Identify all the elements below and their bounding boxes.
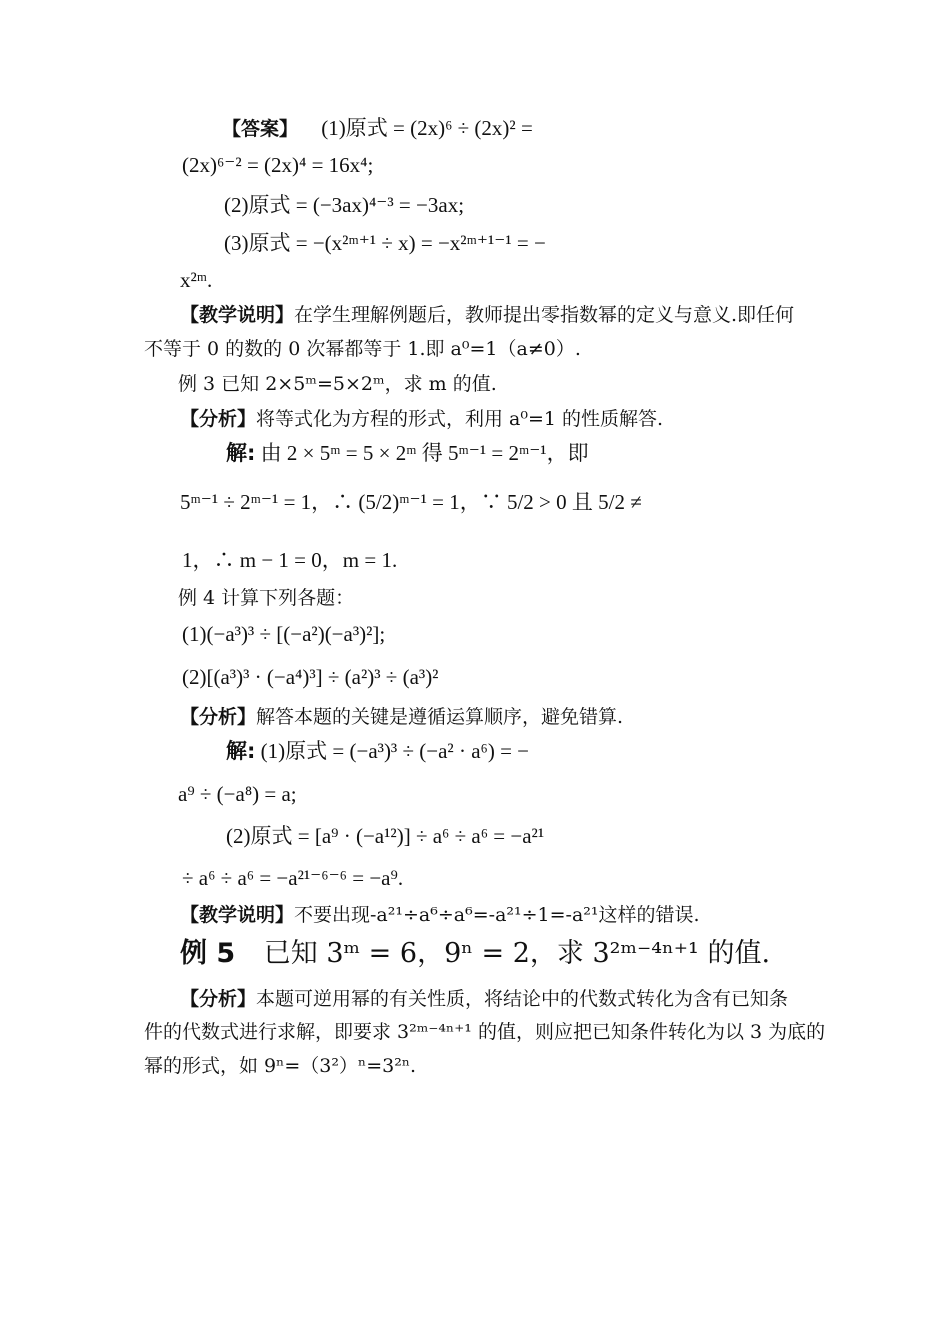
- example-3-solution-line-1: [226, 443, 589, 464]
- example-3-analysis: [180, 410, 663, 429]
- answer-line-5: x²ᵐ.: [180, 268, 213, 292]
- example-5-analysis-line-3: 幂的形式，如 9ⁿ=（3²）ⁿ=3²ⁿ.: [144, 1055, 417, 1077]
- example-5-text: 已知 3ᵐ = 6，9ⁿ = 2，求 3²ᵐ⁻⁴ⁿ⁺¹ 的值.: [263, 938, 771, 969]
- solution-label: 解:: [226, 441, 256, 465]
- analysis-text: 本题可逆用幂的有关性质，将结论中的代数式转化为含有已知条: [256, 988, 789, 1010]
- example-5-label: 例 5: [180, 938, 236, 969]
- example-5-analysis-line-2: 件的代数式进行求解，即要求 3²ᵐ⁻⁴ⁿ⁺¹ 的值，则应把已知条件转化为以 3 为底的: [144, 1021, 826, 1043]
- example-4-analysis: [180, 708, 623, 727]
- analysis-text: 将等式化为方程的形式，利用 a⁰=1 的性质解答.: [256, 408, 664, 430]
- example-4-title: 例 4 计算下列各题：: [178, 587, 355, 609]
- answer-part1-a: (1)原式 = (2x)⁶ ÷ (2x)² =: [321, 116, 533, 140]
- solution-text: 由 2 × 5ᵐ = 5 × 2ᵐ 得 5ᵐ⁻¹ = 2ᵐ⁻¹，即: [260, 441, 589, 465]
- analysis-label: 【分析】: [180, 706, 257, 728]
- example-4-solution-line-3: (2)原式 = [a⁹ · (−a¹²)] ÷ a⁶ ÷ a⁶ = −a²¹: [226, 824, 545, 848]
- example-3-title: 例 3 已知 2×5ᵐ=5×2ᵐ，求 m 的值.: [178, 373, 497, 395]
- teach-note-label: 【教学说明】: [180, 304, 295, 326]
- example-3-solution-line-3: 1，∴ m − 1 = 0，m = 1.: [182, 548, 398, 572]
- example-4-question-2: (2)[(a³)³ · (−a⁴)³] ÷ (a²)³ ÷ (a³)²: [182, 665, 439, 689]
- analysis-label: 【分析】: [180, 408, 257, 430]
- example-5-heading: [180, 940, 770, 967]
- example-3-solution-line-2: 5ᵐ⁻¹ ÷ 2ᵐ⁻¹ = 1，∴ (5/2)ᵐ⁻¹ = 1，∵ 5/2 > 0 且 5/2 ≠: [180, 490, 642, 514]
- analysis-text: 解答本题的关键是遵循运算顺序，避免错算.: [256, 706, 624, 728]
- solution-label: 解:: [226, 739, 256, 763]
- solution-text: (1)原式 = (−a³)³ ÷ (−a² · a⁶) = −: [260, 739, 530, 763]
- analysis-label: 【分析】: [180, 988, 257, 1010]
- teach-note-label: 【教学说明】: [180, 904, 295, 926]
- answer-line-4: (3)原式 = −(x²ᵐ⁺¹ ÷ x) = −x²ᵐ⁺¹⁻¹ = −: [224, 231, 546, 255]
- example-4-teach-note: [180, 906, 700, 925]
- teach-note-1-line-2: 不等于 0 的数的 0 次幂都等于 1.即 a⁰=1（a≠0）.: [144, 338, 581, 360]
- example-4-question-1: (1)(−a³)³ ÷ [(−a²)(−a³)²];: [182, 622, 386, 646]
- answer-line-1: [222, 118, 533, 139]
- example-4-solution-line-2: a⁹ ÷ (−a⁸) = a;: [178, 782, 297, 806]
- answer-label: 【答案】: [222, 118, 299, 140]
- teach-note-1-line-1: [180, 306, 794, 325]
- teach-note-text: 不要出现-a²¹÷a⁶÷a⁶=-a²¹÷1=-a²¹这样的错误.: [294, 904, 700, 926]
- teach-note-text: 在学生理解例题后，教师提出零指数幂的定义与意义.即任何: [294, 304, 795, 326]
- answer-line-2: (2x)⁶⁻² = (2x)⁴ = 16x⁴;: [182, 153, 374, 177]
- answer-line-3: (2)原式 = (−3ax)⁴⁻³ = −3ax;: [224, 193, 465, 217]
- example-4-solution-line-1: [226, 741, 529, 762]
- example-5-analysis-line-1: [180, 990, 788, 1009]
- example-4-solution-line-4: ÷ a⁶ ÷ a⁶ = −a²¹⁻⁶⁻⁶ = −a⁹.: [182, 866, 404, 890]
